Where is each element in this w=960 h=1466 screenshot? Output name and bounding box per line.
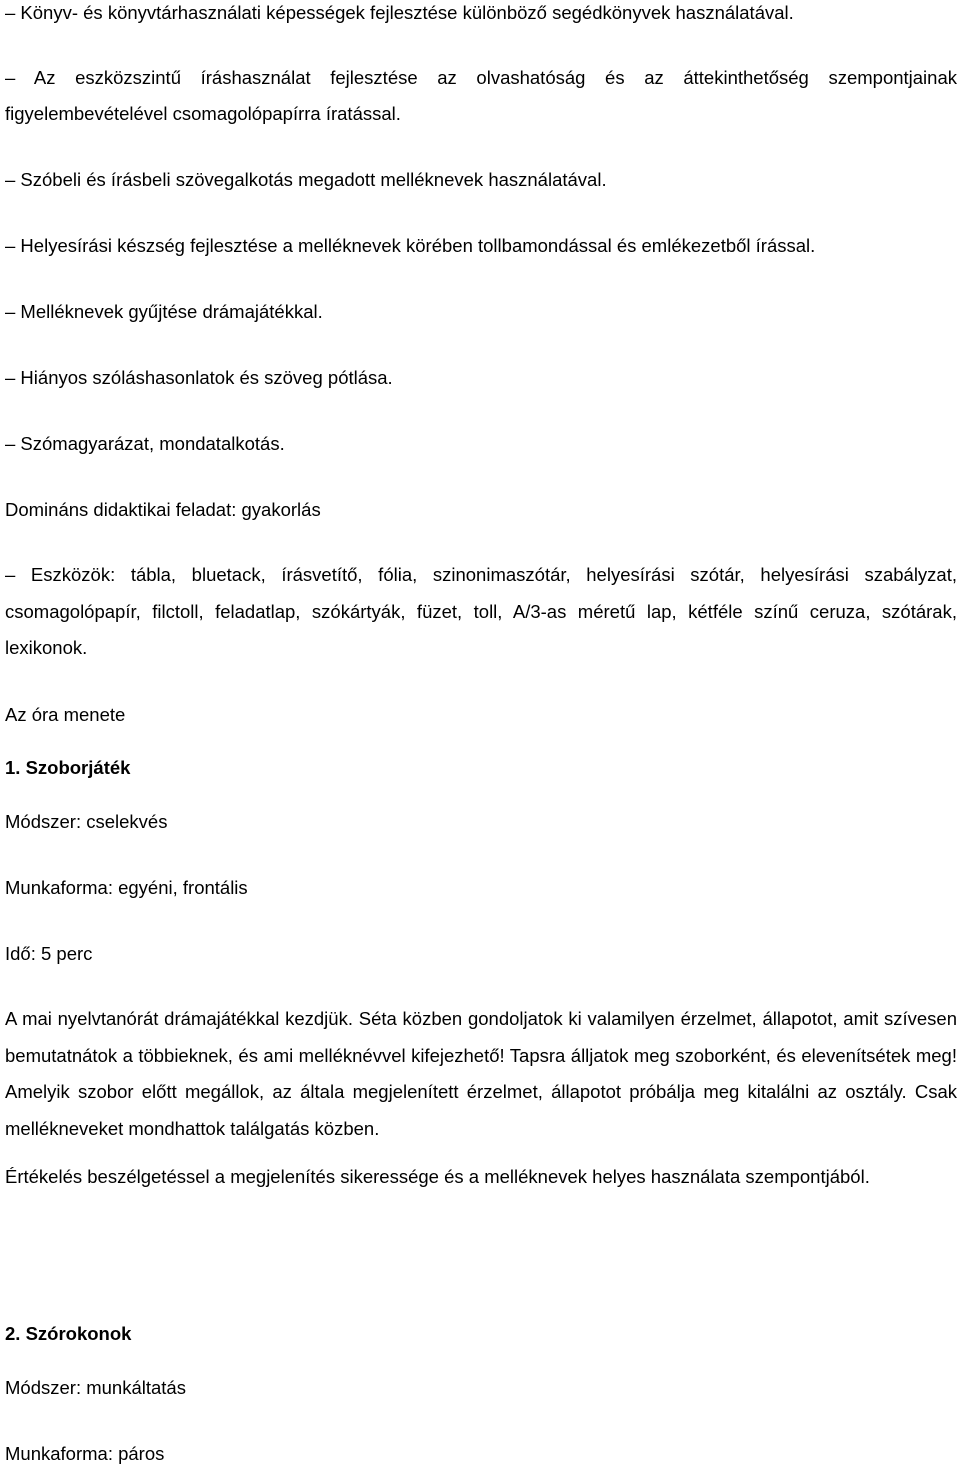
objective-item: – Könyv- és könyvtárhasználati képességek fejlesztése különböző segédkönyvek használatával. xyxy=(5,2,794,23)
time-line: Idő: 5 perc xyxy=(5,943,93,964)
objective-item: – Melléknevek gyűjtése drámajátékkal. xyxy=(5,301,323,322)
section-title: 2. Szórokonok xyxy=(5,1323,132,1344)
workform-line: Munkaforma: egyéni, frontális xyxy=(5,877,248,898)
method-line: Módszer: cselekvés xyxy=(5,811,168,832)
method-line: Módszer: munkáltatás xyxy=(5,1377,186,1398)
lesson-heading: Az óra menete xyxy=(5,704,126,725)
objective-item: – Helyesírási készség fejlesztése a melléknevek körében tollbamondással és emlékezetből írással. xyxy=(5,235,816,256)
activity-description: A mai nyelvtanórát drámajátékkal kezdjük. Séta közben gondoljatok ki valamilyen érzelmet, állapotot, amit szívesen bemutatnátok a többieknek, és ami melléknévvel kifejezhető! Tapsra álljatok meg szoborként, és elevenítsétek meg! Amelyik szobor előtt megállok, az általa megjelenített érzelmet, állapotot próbálja meg kitalálni az osztály. Csak mellékneveket mondhattok találgatás közben. xyxy=(5,1008,957,1139)
tools-paragraph: – Eszközök: tábla, bluetack, írásvetítő, fólia, szinonimaszótár, helyesírási szótár, helyesírási szabályzat, csomagolópapír, filctoll, feladatlap, szókártyák, füzet, toll, A/3-as méretű lap, kétféle színű ceruza, szótárak, lexikonok. xyxy=(5,564,957,658)
objective-item: – Hiányos szóláshasonlatok és szöveg pótlása. xyxy=(5,367,393,388)
objective-item: – Szómagyarázat, mondatalkotás. xyxy=(5,433,285,454)
didactic-task: Domináns didaktikai feladat: gyakorlás xyxy=(5,499,321,520)
section-title: 1. Szoborjáték xyxy=(5,757,131,778)
objective-item: – Szóbeli és írásbeli szövegalkotás megadott melléknevek használatával. xyxy=(5,169,607,190)
evaluation-paragraph: Értékelés beszélgetéssel a megjelenítés sikeressége és a melléknevek helyes használata szempontjából. xyxy=(5,1166,870,1187)
workform-line: Munkaforma: páros xyxy=(5,1443,165,1464)
objective-item: – Az eszközszintű íráshasználat fejlesztése az olvashatóság és az áttekinthetőség szempontjainak figyelembevételével csomagolópapírra íratással. xyxy=(5,67,957,124)
